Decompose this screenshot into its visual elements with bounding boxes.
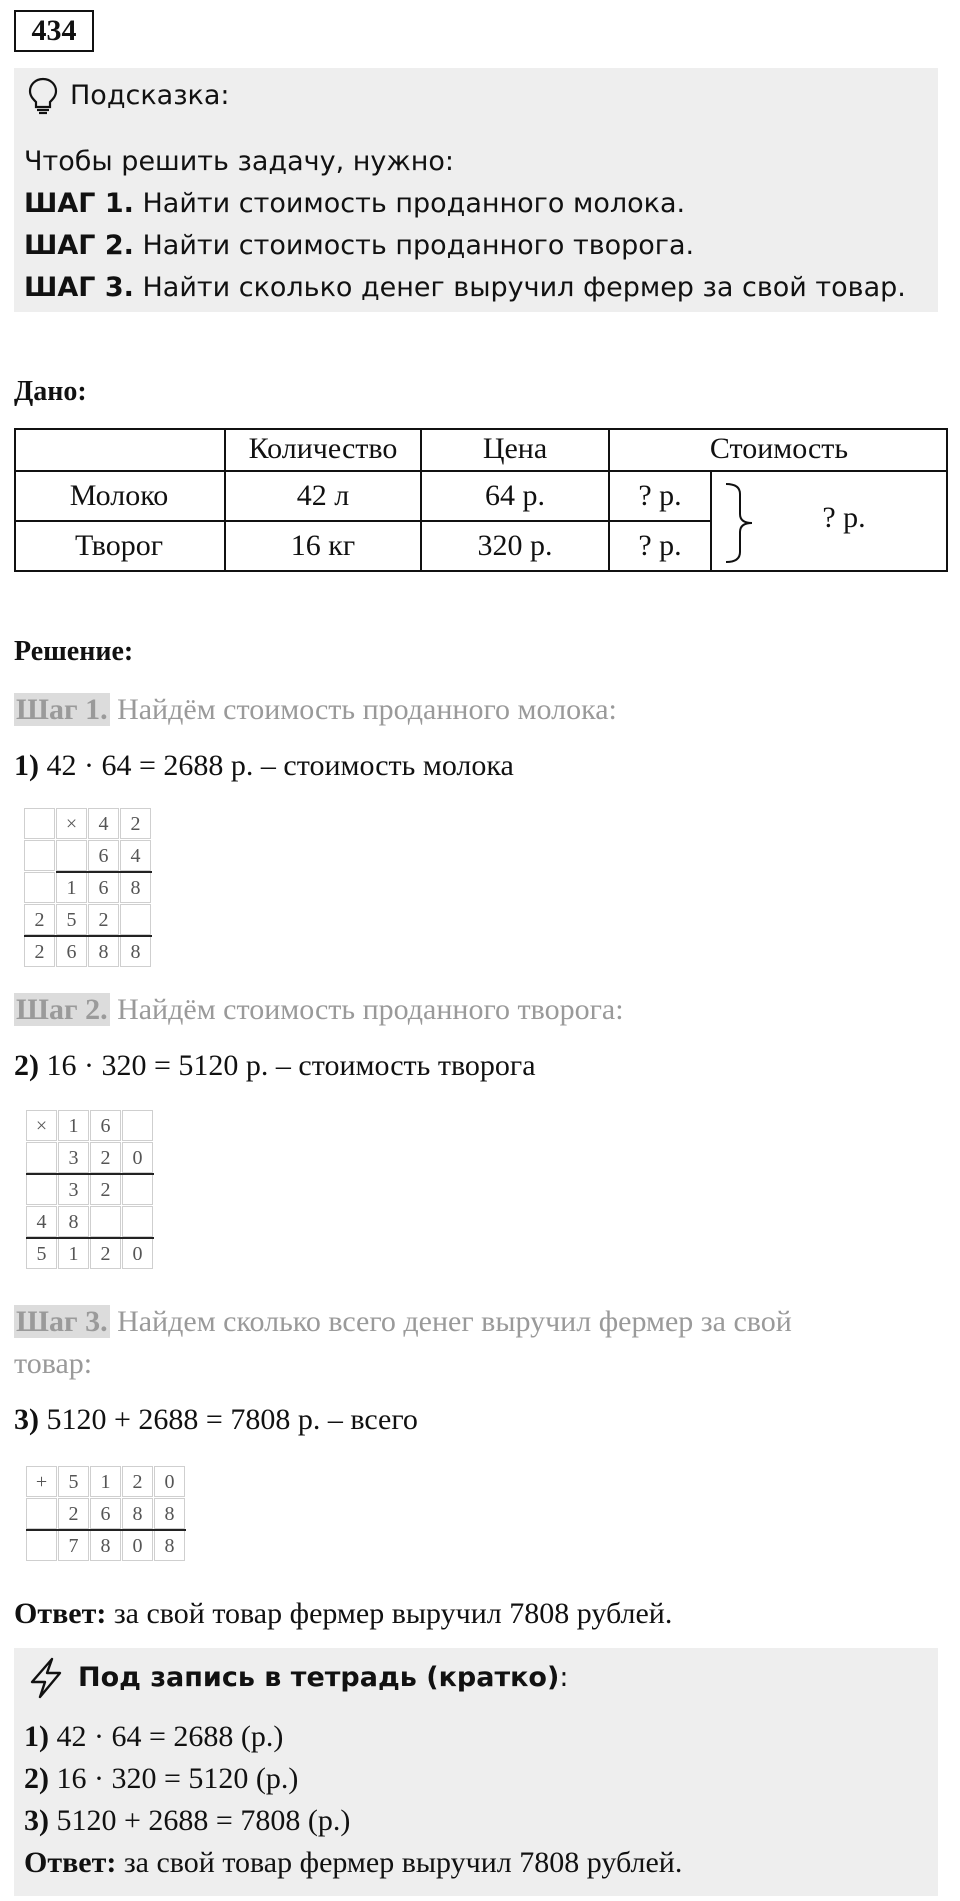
- step-3-line: Шаг 3. Найдем сколько всего денег выручил фермер за свой: [16, 1305, 792, 1338]
- calc-cell: 2: [90, 1174, 121, 1205]
- calc-cell: 1: [56, 872, 87, 903]
- answer-line: Ответ: за свой товар фермер выручил 7808 рублей.: [14, 1597, 673, 1630]
- calc-cell: 0: [122, 1238, 153, 1269]
- calc-cell: [26, 1498, 57, 1529]
- calc-cell: 3: [58, 1174, 89, 1205]
- given-heading: Дано:: [14, 376, 87, 407]
- equation-3: 3) 5120 + 2688 = 7808 р. – всего: [14, 1403, 418, 1436]
- row-milk-cost: ? р.: [610, 472, 712, 522]
- calc-cell: [122, 1110, 153, 1141]
- calc-cell: 2: [90, 1238, 121, 1269]
- calc-rule: [24, 935, 152, 937]
- calc-cell: 2: [58, 1498, 89, 1529]
- calc-rule: [26, 1237, 154, 1239]
- row-cottage-qty: 16 кг: [226, 522, 422, 572]
- solution-heading: Решение:: [14, 636, 134, 667]
- calc-cell: 0: [154, 1466, 185, 1497]
- equation-2: 2) 16 · 320 = 5120 р. – стоимость творога: [14, 1049, 536, 1082]
- notes-title: Под запись в тетрадь (кратко):: [78, 1662, 569, 1693]
- total-cost: ? р.: [822, 501, 866, 534]
- hint-step-3: ШАГ 3. Найти сколько денег выручил фермер за свой товар.: [24, 272, 906, 303]
- calc-cell: [24, 808, 55, 839]
- calc-cell: [90, 1206, 121, 1237]
- row-milk-name: Молоко: [14, 472, 226, 522]
- calc-cell: 6: [88, 872, 119, 903]
- row-milk-qty: 42 л: [226, 472, 422, 522]
- calc-cell: +: [26, 1466, 57, 1497]
- calc-cell: 8: [58, 1206, 89, 1237]
- calc-cell: 5: [26, 1238, 57, 1269]
- calc-cell: 8: [120, 936, 151, 967]
- note-line-2: 2) 16 · 320 = 5120 (р.): [24, 1762, 299, 1795]
- hint-step-1: ШАГ 1. Найти стоимость проданного молока.: [24, 188, 686, 219]
- note-line-1: 1) 42 · 64 = 2688 (р.): [24, 1720, 284, 1753]
- calc-cell: 6: [90, 1110, 121, 1141]
- step-1-line: Шаг 1. Найдём стоимость проданного молока:: [16, 693, 617, 726]
- calc-cell: 8: [120, 872, 151, 903]
- calc-cell: [26, 1142, 57, 1173]
- calc-cell: 3: [58, 1142, 89, 1173]
- calc-cell: 8: [90, 1530, 121, 1561]
- header-price: Цена: [422, 428, 610, 472]
- note-answer: Ответ: за свой товар фермер выручил 7808 рублей.: [24, 1846, 683, 1879]
- calc-cell: 2: [90, 1142, 121, 1173]
- hint-title: Подсказка:: [70, 80, 230, 111]
- calc-cell: 2: [24, 936, 55, 967]
- calc-rule: [26, 1529, 186, 1531]
- calc-cell: 2: [88, 904, 119, 935]
- calc-cell: 1: [90, 1466, 121, 1497]
- calc-cell: 6: [90, 1498, 121, 1529]
- calc-cell: [120, 904, 151, 935]
- equation-1: 1) 42 · 64 = 2688 р. – стоимость молока: [14, 749, 514, 782]
- given-table: [14, 428, 948, 572]
- row-cottage-name: Творог: [14, 522, 226, 572]
- calc-cell: 0: [122, 1530, 153, 1561]
- brace-icon: [722, 480, 762, 566]
- hint-intro: Чтобы решить задачу, нужно:: [24, 146, 454, 177]
- calc-cell: [26, 1530, 57, 1561]
- calc-cell: [24, 872, 55, 903]
- calc-cell: 2: [24, 904, 55, 935]
- step-3-line-cont: товар:: [14, 1347, 93, 1380]
- calc-cell: ×: [56, 808, 87, 839]
- task-number: 434: [14, 10, 94, 52]
- calc-cell: 6: [88, 840, 119, 871]
- calc-cell: ×: [26, 1110, 57, 1141]
- header-quantity: Количество: [226, 428, 422, 472]
- calc-cell: 4: [88, 808, 119, 839]
- calc-rule: [26, 1173, 154, 1175]
- calc-cell: 7: [58, 1530, 89, 1561]
- calc-cell: 4: [26, 1206, 57, 1237]
- row-cottage-cost: ? р.: [610, 522, 712, 572]
- calc-cell: 1: [58, 1110, 89, 1141]
- lightning-icon: [26, 1656, 66, 1700]
- calc-cell: 6: [56, 936, 87, 967]
- calc-cell: [26, 1174, 57, 1205]
- lightbulb-icon: [26, 76, 60, 116]
- calc-cell: [24, 840, 55, 871]
- calc-cell: 5: [58, 1466, 89, 1497]
- calc-cell: 5: [56, 904, 87, 935]
- note-line-3: 3) 5120 + 2688 = 7808 (р.): [24, 1804, 351, 1837]
- calc-cell: 0: [122, 1142, 153, 1173]
- calc-cell: 4: [120, 840, 151, 871]
- calc-cell: 8: [122, 1498, 153, 1529]
- calc-cell: 2: [122, 1466, 153, 1497]
- calc-cell: 1: [58, 1238, 89, 1269]
- calc-rule: [56, 871, 152, 873]
- row-cottage-price: 320 р.: [422, 522, 610, 572]
- calc-cell: 8: [88, 936, 119, 967]
- calc-cell: [56, 840, 87, 871]
- header-cost: Стоимость: [610, 428, 948, 472]
- calc-cell: [122, 1174, 153, 1205]
- header-empty: [14, 428, 226, 472]
- calc-cell: 2: [120, 808, 151, 839]
- hint-step-2: ШАГ 2. Найти стоимость проданного творога.: [24, 230, 695, 261]
- calc-cell: 8: [154, 1498, 185, 1529]
- row-milk-price: 64 р.: [422, 472, 610, 522]
- calc-cell: [122, 1206, 153, 1237]
- step-2-line: Шаг 2. Найдём стоимость проданного творога:: [16, 993, 624, 1026]
- calc-cell: 8: [154, 1530, 185, 1561]
